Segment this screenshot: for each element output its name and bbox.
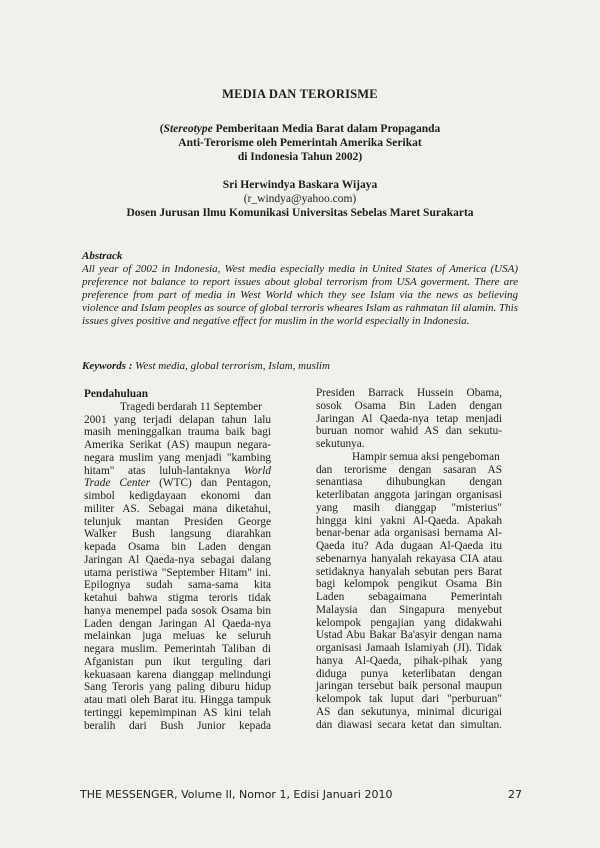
author-block xyxy=(0,178,600,220)
subtitle-line: (Stereotype Pemberitaan Media Barat dalam Propaganda xyxy=(159,123,441,135)
text-line: dan terorisme dengan sasaran AS xyxy=(316,463,502,476)
text-line: bagi kelompok pengikut Osama Bin xyxy=(316,578,502,591)
text-line: Afganistan pun ikut terguling dari xyxy=(84,655,271,668)
text-line: sebenarnya hanyalah rekayasa CIA atau xyxy=(316,552,502,565)
abstract-text: All year of 2002 in Indonesia, West media especially media in United States of America (USA) preference not balance to report issues about global terrorism from USA goverment. There are preference from part of media in West World which they see Islam via the news as believing violence and Islam peoples as source of global terroris wheares Islam as rahmatan lil alamin. This issues gives positive and negative effect for muslim in the world especially in Indonesia. xyxy=(82,263,518,328)
text-line: dan diawasi secara ketat dan simultan. xyxy=(316,718,502,731)
text-line: utama peristiwa "September Hitam" ini. xyxy=(84,566,271,579)
text-line: beralih dari Bush Junior kepada xyxy=(84,719,271,732)
text-line: Presiden Barrack Hussein Obama, xyxy=(316,387,502,399)
text-line: jaringan tersebut baik personal maupun xyxy=(316,680,502,693)
keywords-label: Keywords : xyxy=(82,360,133,372)
text-line: hanya menempel pada sosok Osama bin xyxy=(84,604,271,617)
text-line: diduga punya keterlibatan dengan xyxy=(316,667,502,680)
text-line: AS dan sekutunya, minimal dicurigai xyxy=(316,705,502,718)
text-line: hingga kini yakni Al-Qaeda. Apakah xyxy=(316,514,502,527)
text-line: Malaysia dan Singapura menyebut xyxy=(316,603,502,616)
text-line: Tragedi berdarah 11 September xyxy=(120,400,262,413)
keywords-text: West media, global terrorism, Islam, muslim xyxy=(132,360,330,372)
subtitle-line: di Indonesia Tahun 2002) xyxy=(237,151,363,163)
author-name: Sri Herwindya Baskara Wijaya xyxy=(222,179,378,191)
text-line: sosok Osama Bin Laden dengan xyxy=(316,399,502,412)
left-column xyxy=(84,388,271,732)
text-line: simbol kedigdayaan ekonomi dan xyxy=(84,490,271,502)
text-line: militer AS. Sebagai mana diketahui, xyxy=(84,502,271,515)
text-line: Trade Center (WTC) dan Pentagon, xyxy=(84,477,271,490)
paper-title: MEDIA DAN TERORISME xyxy=(222,87,378,101)
text-line: keterlibatan anggota jaringan organisasi xyxy=(316,489,502,501)
text-line: yang masih dianggap "misterius" xyxy=(316,501,502,514)
text-line: sekutunya. xyxy=(316,438,365,450)
text-line: Ustad Abu Bakar Ba'asyir dengan nama xyxy=(316,629,502,642)
keywords-line xyxy=(82,360,518,372)
text-line: ketahui bahwa stigma teroris tidak xyxy=(84,592,271,604)
text-line: Walker Bush langsung diarahkan xyxy=(84,528,271,541)
text-line: masih meninggalkan trauma baik bagi xyxy=(84,426,271,439)
text-line: Sang Teroris yang paling diburu hidup xyxy=(84,681,271,694)
paper-subtitle xyxy=(0,122,600,164)
text-line: Laden dengan Jaringan Al Qaeda-nya xyxy=(84,617,271,630)
text-line: setidaknya hanyalah sebutan pers Barat xyxy=(316,565,502,578)
author-affiliation: Dosen Jurusan Ilmu Komunikasi Universitas Sebelas Maret Surakarta xyxy=(126,207,474,219)
abstract-section xyxy=(82,250,518,329)
text-line: melainkan juga meluas ke seluruh xyxy=(84,630,271,643)
text-line: 2001 yang terjadi delapan tahun lalu xyxy=(84,413,271,426)
text-line: Amerika Serikat (AS) maupun negara- xyxy=(84,439,271,451)
text-line: negara muslim. Pemerintah Taliban di xyxy=(84,643,271,655)
text-line: tertinggi kepemimpinan AS kini telah xyxy=(84,706,271,719)
text-line: Hampir semua aksi pengeboman xyxy=(352,450,500,463)
journal-citation: THE MESSENGER, Volume II, Nomor 1, Edisi Januari 2010 xyxy=(80,788,393,801)
text-line: atau mati oleh Barat itu. Hingga tampuk xyxy=(84,694,271,706)
right-column xyxy=(316,387,502,731)
text-line: Jaringan Al Qaeda-nya tetap menjadi xyxy=(316,412,502,425)
author-email: (r_windya@yahoo.com) xyxy=(243,193,357,205)
text-line: kekuasaan karena dianggap melindungi xyxy=(84,668,271,681)
text-line: organisasi Jamaah Islamiyah (JI). Tidak xyxy=(316,642,502,654)
text-line: kelompok pengajian yang didakwahi xyxy=(316,616,502,629)
text-line: Qaeda itu? Ada dugaan Al-Qaeda itu xyxy=(316,540,502,552)
text-line: hitam" atas luluh-lantaknya World xyxy=(84,464,271,477)
text-line: Epilognya sudah sama-sama kita xyxy=(84,579,271,592)
subtitle-line: Anti-Terorisme oleh Pemerintah Amerika Serikat xyxy=(178,137,422,149)
text-line: hanya Al-Qaeda, pihak-pihak yang xyxy=(316,654,502,667)
section-heading: Pendahuluan xyxy=(84,388,149,400)
text-line: telunjuk mantan Presiden George xyxy=(84,515,271,528)
text-line: buruan nomor wahid AS dan sekutu- xyxy=(316,425,502,438)
text-line: senantiasa dihubungkan dengan xyxy=(316,476,502,489)
text-line: Jaringan Al Qaeda-nya sebagai dalang xyxy=(84,553,271,566)
text-line: kepada Osama bin Laden dengan xyxy=(84,541,271,553)
text-line: Laden sebagaimana Pemerintah xyxy=(316,591,502,603)
text-line: negara muslim yang menjadi "kambing xyxy=(84,451,271,464)
text-line: benar-benar ada organisasi bernama Al- xyxy=(316,527,502,540)
text-line: kelompok tak luput dari "perburuan" xyxy=(316,693,502,705)
page-number: 27 xyxy=(508,788,522,801)
abstract-heading: Abstrack xyxy=(82,250,123,262)
